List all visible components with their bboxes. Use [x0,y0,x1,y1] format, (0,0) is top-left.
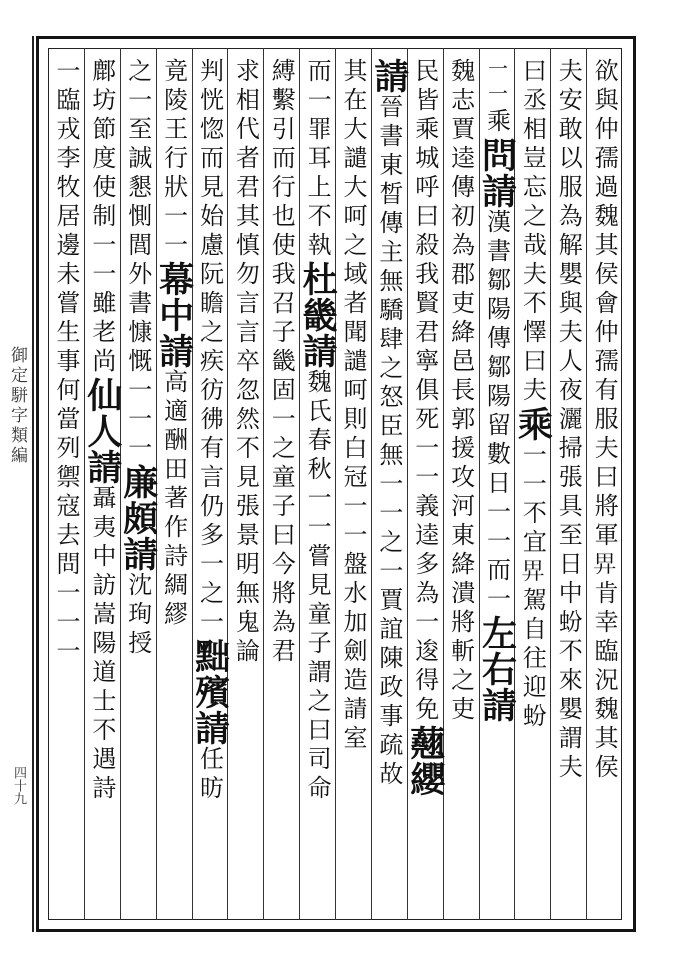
entry-heading: 問請 [476,137,518,209]
entry-heading: 𧄍纓 [404,725,446,797]
text-run: 鄜坊節度使制一一雖老尚 [87,58,116,377]
text-column [189,58,231,914]
column-rule [299,48,300,920]
text-column [153,58,195,914]
text-column [266,58,296,914]
text-run: 沈珣授 [123,572,152,659]
text-column [297,58,339,914]
text-run: 之一至誠懇惻 [123,58,152,232]
text-run: 一一 [484,58,509,108]
text-run: 使我召子畿固一之童子曰今將為君 [267,232,296,667]
text-run: 魏志賈逵傳初為郡吏絳邑長郭援攻河東絳潰將斬之吏 [446,58,475,725]
text-run: 漢書鄒陽傳鄒陽 [482,209,511,412]
text-column [368,58,410,914]
text-run: 一臨戎李牧居邊未嘗生事 [51,58,80,377]
text-column [404,58,446,914]
text-column [51,58,81,914]
text-run: 魏氏春秋一一嘗見童子謂之曰司命 [303,369,332,804]
text-run: 任昉 [195,746,224,804]
column-rule [550,48,551,920]
text-run: 竟陵王行狀一一 [159,58,188,261]
entry-heading: 請 [368,58,410,94]
column-rule [263,48,264,920]
text-run: 民皆乘城呼曰殺我賢君寧俱死一一義逵多為一逡得免 [410,58,439,725]
text-run: 而一罪耳上不執 [303,58,332,261]
entry-heading: 仙人請 [81,377,123,485]
text-run: 一一 [518,442,547,500]
column-rule [371,48,372,920]
text-column [230,58,260,914]
text-column [446,58,476,914]
text-run: 何當列禦寇去問一一一 [51,377,80,667]
text-column [81,58,123,914]
text-run: 欲與仲孺過魏其侯會仲孺有服夫曰將軍𢌿肯幸臨況魏其侯 [590,58,619,783]
column-rule [586,48,587,920]
entry-heading: 幕中請 [153,261,195,369]
text-column [476,58,518,914]
text-column [117,58,159,914]
text-run: 晉書東晳傳主無驕肆之怒臣無一一之一賈誼陳政事疏故 [374,94,403,790]
entry-heading: 左右請 [476,615,518,723]
text-run: 高適酬田著作詩綢繆 [159,369,188,630]
text-run: 縛繫引而行也 [267,58,296,232]
spine-page-number: 四十九 [11,766,26,805]
entry-heading: 乘 [512,406,554,442]
text-column [589,58,619,914]
text-run: 留數日一一而一 [482,412,511,615]
entry-heading: 黜殯請 [189,638,231,746]
text-run: 判恍惚而見始慮阮瞻之疾彷彿有言仍多一之一 [195,58,224,638]
page-spine [0,36,34,932]
column-rule [192,48,193,920]
text-run: 乘 [482,108,511,137]
text-run: 不宜𢌿駕自往迎蚡 [518,500,547,732]
text-run: 夫安敢以服為解嬰與夫人夜灑掃張具至日中蚡不來嬰謂夫 [554,58,583,783]
text-run: 其在大譴大呵之域者聞譴呵則白冠一一盤水加劍造請室 [338,58,367,754]
entry-heading: 廉頗請 [117,464,159,572]
text-run: 曰丞相豈忘之哉夫不懌曰夫 [518,58,547,406]
column-rule [335,48,336,920]
text-column [553,58,583,914]
text-column [338,58,368,914]
text-run: 聶夷中訪嵩陽道士不遇詩 [87,485,116,804]
spine-book-title: 御定駢字類編 [7,346,27,466]
entry-heading: 杜畿請 [297,261,339,369]
column-rule [227,48,228,920]
text-column [512,58,554,914]
text-run: 求相代者君其慎勿言言卒忽然不見張景明無鬼論 [231,58,260,667]
text-run: 閭外書慷慨一一一 [123,232,152,464]
